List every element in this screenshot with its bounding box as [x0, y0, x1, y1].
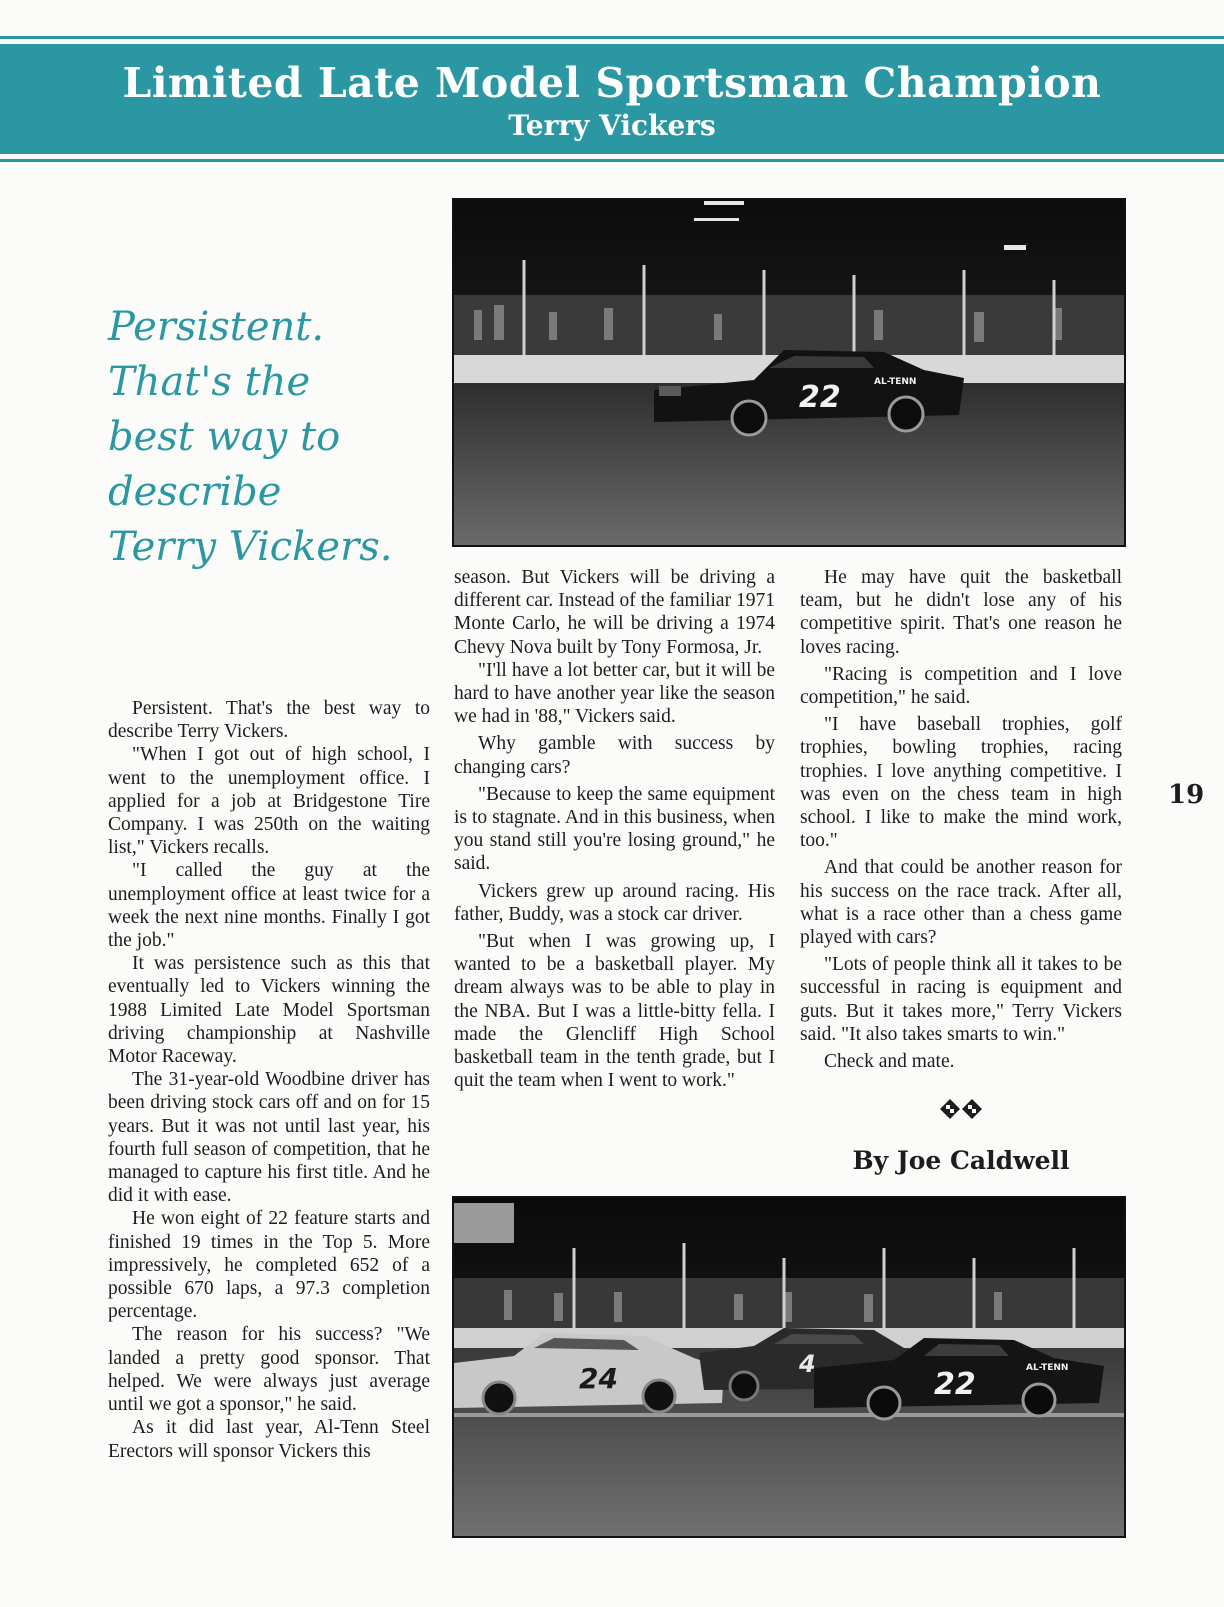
paragraph: Why gamble with success by changing cars? — [454, 733, 775, 778]
paragraph: Vickers grew up around racing. His father, Buddy, was a stock car driver. — [454, 880, 775, 925]
pull-quote-line: describe — [108, 469, 282, 515]
paragraph: As it did last year, Al-Tenn Steel Erectors will sponsor Vickers this — [108, 1417, 430, 1462]
article-column-3 — [800, 566, 1122, 1073]
pull-quote-line: best way to — [108, 414, 341, 460]
article-subtitle: Terry Vickers — [508, 109, 716, 142]
page-number: 19 — [1168, 780, 1205, 810]
race-photo-bottom — [452, 1196, 1126, 1538]
pull-quote-line: That's the — [108, 359, 311, 405]
paragraph: The 31-year-old Woodbine driver has been driving stock cars off and on for 15 years. But it was not until last year, his fourth full season of competition, that he managed to capture his first title. And he did it with ease. — [108, 1069, 430, 1207]
paragraph: It was persistence such as this that eventually led to Vickers winning the 1988 Limited Late Model Sportsman driving championship at Nashville Motor Raceway. — [108, 953, 430, 1068]
sponsor-decal: AL-TENN — [1026, 1363, 1069, 1373]
pull-quote — [108, 300, 428, 575]
car-number-label: 24 — [579, 1362, 618, 1395]
paragraph: Check and mate. — [824, 1051, 955, 1073]
car-number-label: 22 — [799, 380, 841, 415]
paragraph: "Lots of people think all it takes to be successful in racing is equipment and guts. But it takes more," Terry Vickers said. "It also takes smarts to win." — [800, 954, 1122, 1045]
sponsor-decal: AL-TENN — [874, 377, 917, 387]
pull-quote-line: Terry Vickers. — [108, 524, 393, 570]
paragraph: "I have baseball trophies, golf trophies, bowling trophies, racing trophies. I love anything competitive. I was even on the chess team in high school. I like to make the mind work, too." — [800, 714, 1122, 852]
paragraph: He may have quit the basketball team, but he didn't lose any of his competitive spirit. That's one reason he loves racing. — [800, 567, 1122, 658]
race-photo-top — [452, 198, 1126, 547]
paragraph: "But when I was growing up, I wanted to be a basketball player. My dream always was to be able to play in the NBA. But I was a little-bitty fella. I made the Glencliff High School basketball team in the tenth grade, but I quit the team when I went to work." — [454, 931, 775, 1092]
paragraph: "I called the guy at the unemployment office at least twice for a week the next nine months. Finally I got the job." — [108, 860, 430, 952]
paragraph: The reason for his success? "We landed a pretty good sponsor. That helped. We were always just average until we got a sponsor," he said. — [108, 1324, 430, 1416]
article-title: Limited Late Model Sportsman Champion — [122, 59, 1102, 107]
banner-block — [0, 44, 1224, 154]
paragraph: "I'll have a lot better car, but it will be hard to have another year like the season we had in '88," Vickers said. — [454, 659, 775, 728]
paragraph: "When I got out of high school, I went to the unemployment office. I applied for a job at Bridgestone Tire Company. I was 250th on the waiting list," Vickers recalls. — [108, 744, 430, 859]
paragraph: Persistent. That's the best way to describe Terry Vickers. — [108, 698, 430, 743]
bottom-rule — [0, 159, 1224, 162]
car-number-label: 22 — [934, 1367, 976, 1402]
paragraph: "Racing is competition and I love competition," he said. — [800, 663, 1122, 709]
header-banner — [0, 36, 1224, 162]
top-rule — [0, 36, 1224, 39]
article-column-1 — [108, 697, 430, 1463]
byline: By Joe Caldwell — [852, 1146, 1070, 1175]
paragraph: season. But Vickers will be driving a different car. Instead of the familiar 1971 Monte Carlo, he will be driving a 1974 Chevy Nova built by Tony Formosa, Jr. — [454, 567, 775, 658]
paragraph: And that could be another reason for his success on the race track. After all, what is a race other than a chess game played with cars? — [800, 857, 1122, 949]
paragraph: He won eight of 22 feature starts and finished 19 times in the Top 5. More impressively, he completed 652 of a possible 670 laps, a 97.3 completion percentage. — [108, 1208, 430, 1323]
pull-quote-line: Persistent. — [108, 304, 325, 350]
paragraph: "Because to keep the same equipment is to stagnate. And in this business, when you stand still you're losing ground," he said. — [454, 783, 775, 875]
checkered-flags-icon — [936, 1094, 986, 1124]
car-number-label: 4 — [799, 1350, 816, 1378]
article-column-2 — [454, 566, 775, 1092]
